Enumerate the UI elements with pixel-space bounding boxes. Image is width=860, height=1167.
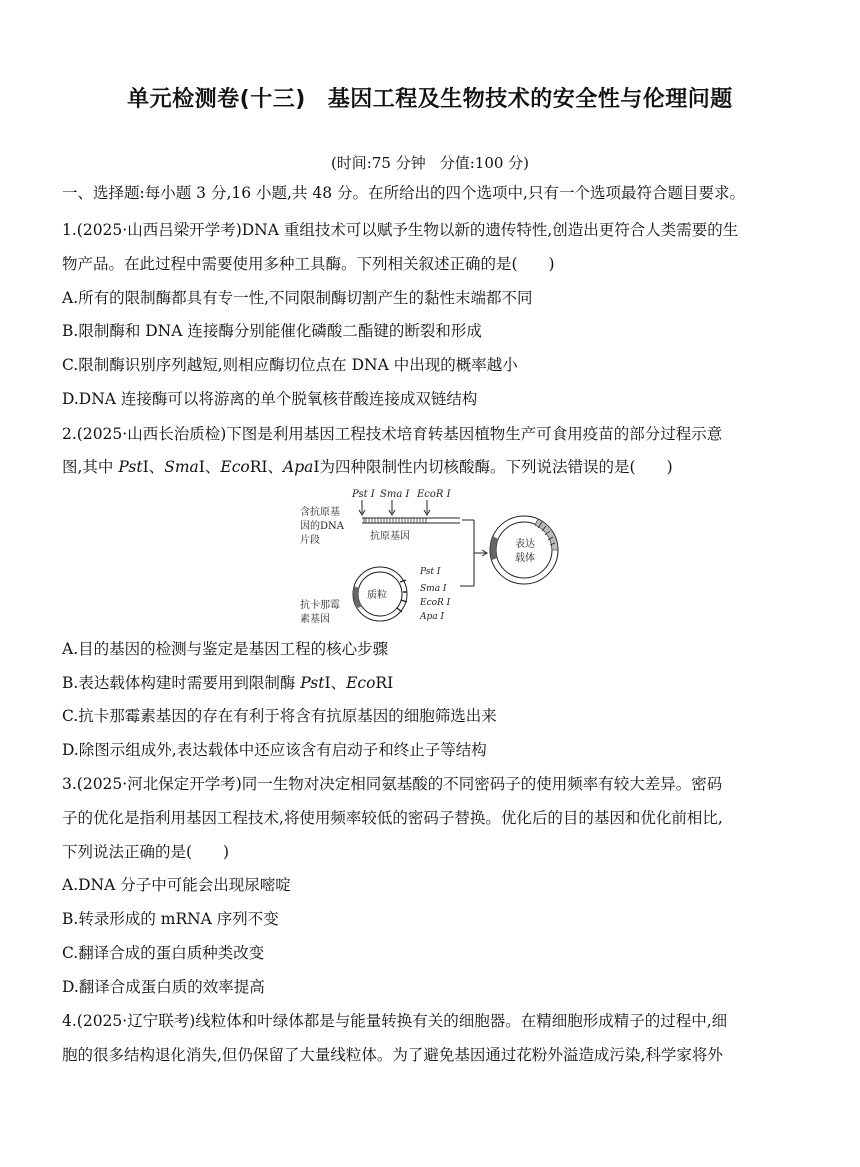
gene-engineering-diagram <box>296 484 586 632</box>
title-sub: 基因工程及生物技术的安全性与伦理问题 <box>327 87 733 112</box>
section-instructions: 一、选择题:每小题 3 分,16 小题,共 48 分。在所给出的四个选项中,只有一个选项最符合题目要求。 <box>62 184 745 202</box>
expression-vector <box>490 516 558 584</box>
diagram-site-label-pst-top: Pst Ⅰ <box>352 489 375 500</box>
q3-option-c: C.翻译合成的蛋白质种类改变 <box>62 944 265 962</box>
diagram-vector-label-1: 表达 <box>515 539 535 550</box>
diagram-site-label-pst: Pst Ⅰ <box>420 567 441 577</box>
kanamycin-gene-segment <box>353 586 362 608</box>
q2-stem-line-1: 2.(2025·山西长治质检)下图是利用基因工程技术培育转基因植物生产可食用疫苗的部分过程示意 <box>62 425 723 443</box>
diagram-gene-label: 抗原基因 <box>370 531 410 542</box>
q2-option-a: A.目的基因的检测与鉴定是基因工程的核心步骤 <box>62 640 389 658</box>
diagram-kan-label-1: 抗卡那霉 <box>300 600 340 611</box>
q4-stem-line-1: 4.(2025·辽宁联考)线粒体和叶绿体都是与能量转换有关的细胞器。在精细胞形成精子的过程中,细 <box>62 1012 728 1030</box>
diagram-site-label-apa: Apa Ⅰ <box>420 612 445 622</box>
q2-option-b: B.表达载体构建时需要用到限制酶 PstⅠ、EcoRⅠ <box>62 674 394 692</box>
diagram-site-label-ecor: EcoR Ⅰ <box>420 598 451 608</box>
q1-option-c: C.限制酶识别序列越短,则相应酶切位点在 DNA 中出现的概率越小 <box>62 356 518 374</box>
diagram-cut-arrows <box>359 500 430 515</box>
q2-stem-line-2: 图,其中 PstⅠ、SmaⅠ、EcoRⅠ、ApaⅠ为四种限制性内切核酸酶。下列说法错误的是( ) <box>62 458 673 476</box>
q1-stem-line-1: 1.(2025·山西吕梁开学考)DNA 重组技术可以赋予生物以新的遗传特性,创造出更符合人类需要的生 <box>62 221 739 239</box>
page-title <box>0 82 860 113</box>
exam-time: (时间:75 分钟 <box>330 154 426 172</box>
title-main: 单元检测卷(十三) <box>127 87 306 112</box>
dna-fragment <box>362 518 460 523</box>
exam-score: 分值:100 分) <box>439 154 530 172</box>
q3-option-b: B.转录形成的 mRNA 序列不变 <box>62 910 279 928</box>
diagram-dna-label-2: 因的DNA <box>300 521 344 532</box>
q3-option-d: D.翻译合成蛋白质的效率提高 <box>62 978 265 996</box>
diagram-connector-arrow <box>460 520 487 586</box>
diagram-kan-label-2: 素基因 <box>300 614 330 625</box>
diagram-dna-label-1: 含抗原基 <box>300 507 340 518</box>
diagram-dna-label-3: 片段 <box>300 535 320 546</box>
q2-option-c: C.抗卡那霉素基因的存在有利于将含有抗原基因的细胞筛选出来 <box>62 707 497 725</box>
q1-option-d: D.DNA 连接酶可以将游离的单个脱氧核苷酸连接成双链结构 <box>62 390 478 408</box>
q3-stem-line-3: 下列说法正确的是( ) <box>62 843 230 861</box>
diagram-vector-label-2: 载体 <box>515 553 535 564</box>
q1-option-b: B.限制酶和 DNA 连接酶分别能催化磷酸二酯键的断裂和形成 <box>62 322 482 340</box>
q1-option-a: A.所有的限制酶都具有专一性,不同限制酶切割产生的黏性末端都不同 <box>62 289 533 307</box>
q3-stem-line-2: 子的优化是指利用基因工程技术,将使用频率较低的密码子替换。优化后的目的基因和优化前相比, <box>62 809 723 827</box>
q1-stem-line-2: 物产品。在此过程中需要使用多种工具酶。下列相关叙述正确的是( ) <box>62 255 555 273</box>
diagram-site-label-sma-top: Sma Ⅰ <box>380 489 410 500</box>
diagram-site-label-sma: Sma Ⅰ <box>420 584 447 594</box>
diagram-plasmid-label: 质粒 <box>367 590 387 601</box>
exam-meta <box>0 152 860 173</box>
q3-stem-line-1: 3.(2025·河北保定开学考)同一生物对决定相同氨基酸的不同密码子的使用频率有较大差异。密码 <box>62 775 723 793</box>
q3-option-a: A.DNA 分子中可能会出现尿嘧啶 <box>62 876 291 894</box>
q2-option-d: D.除图示组成外,表达载体中还应该含有启动子和终止子等结构 <box>62 741 487 759</box>
q4-stem-line-2: 胞的很多结构退化消失,但仍保留了大量线粒体。为了避免基因通过花粉外溢造成污染,科学家将外 <box>62 1046 723 1064</box>
diagram-site-label-ecor-top: EcoR Ⅰ <box>417 489 451 500</box>
